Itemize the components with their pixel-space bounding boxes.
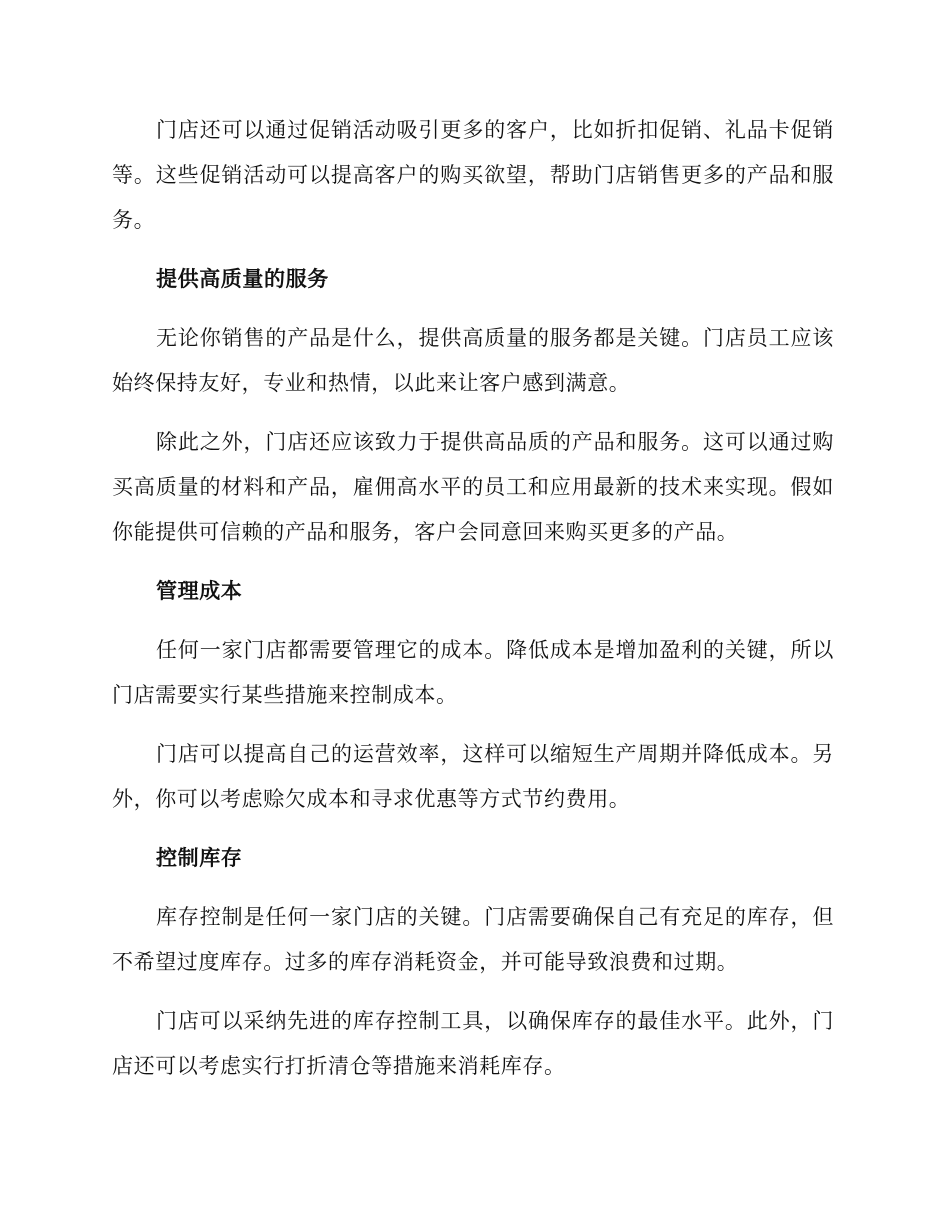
paragraph-quality-products: 除此之外，门店还应该致力于提供高品质的产品和服务。这可以通过购买高质量的材料和产品，雇佣高水平的员工和应用最新的技术来实现。假如你能提供可信赖的产品和服务，客户会同意回来购买更多的产品。 [112,430,834,544]
paragraph-inventory-tools: 门店可以采纳先进的库存控制工具，以确保库存的最佳水平。此外，门店还可以考虑实行打折清仓等措施来消耗库存。 [112,1009,834,1078]
heading-manage-costs: 管理成本 [156,579,243,603]
paragraph-promotions: 门店还可以通过促销活动吸引更多的客户，比如折扣促销、礼品卡促销等。这些促销活动可以提高客户的购买欲望，帮助门店销售更多的产品和服务。 [112,118,834,232]
document-body [112,108,834,1103]
paragraph-efficiency: 门店可以提高自己的运营效率，这样可以缩短生产周期并降低成本。另外，你可以考虑赊欠成本和寻求优惠等方式节约费用。 [112,742,834,811]
paragraph-service-key: 无论你销售的产品是什么，提供高质量的服务都是关键。门店员工应该始终保持友好，专业和热情，以此来让客户感到满意。 [112,326,834,395]
heading-inventory-control: 控制库存 [156,846,243,870]
heading-quality-service: 提供高质量的服务 [156,267,329,291]
paragraph-inventory-key: 库存控制是任何一家门店的关键。门店需要确保自己有充足的库存，但不希望过度库存。过多的库存消耗资金，并可能导致浪费和过期。 [112,905,834,974]
paragraph-cost-management: 任何一家门店都需要管理它的成本。降低成本是增加盈利的关键，所以门店需要实行某些措施来控制成本。 [112,638,834,707]
